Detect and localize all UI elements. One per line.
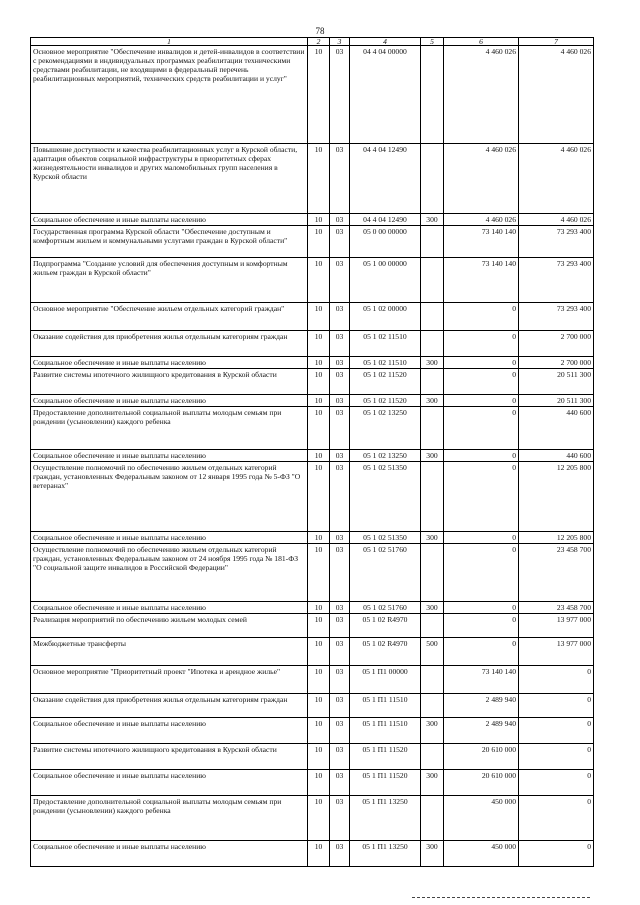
- target-article-cell: 05 1 П1 13250: [350, 841, 421, 867]
- target-article-cell: 04 4 04 00000: [350, 46, 421, 144]
- table-row: [31, 46, 594, 144]
- amount-year1-cell: 0: [444, 331, 519, 357]
- target-article-cell: 05 1 02 11520: [350, 369, 421, 395]
- target-article-cell: 05 1 02 51350: [350, 532, 421, 544]
- section-code-cell: 10: [308, 638, 330, 666]
- amount-year2-cell: 0: [519, 744, 594, 770]
- amount-year1-cell: 2 489 940: [444, 718, 519, 744]
- section-code-cell: 10: [308, 770, 330, 796]
- table-row: [31, 214, 594, 226]
- expense-type-cell: [421, 744, 444, 770]
- expense-type-cell: [421, 544, 444, 602]
- amount-year1-cell: 2 489 940: [444, 694, 519, 718]
- subsection-code-cell: 03: [330, 744, 350, 770]
- expense-type-cell: [421, 144, 444, 214]
- row-name-cell: Социальное обеспечение и иные выплаты населению: [31, 214, 308, 226]
- amount-year2-cell: 20 511 300: [519, 395, 594, 407]
- table-row: [31, 450, 594, 462]
- expense-type-cell: [421, 666, 444, 694]
- expense-type-cell: [421, 462, 444, 532]
- subsection-code-cell: 03: [330, 303, 350, 331]
- subsection-code-cell: 03: [330, 46, 350, 144]
- row-name-cell: Повышение доступности и качества реабилитационных услуг в Курской области, адаптация объектов социальной инфраструктуры в приоритетных сферах жизнедеятельности инвалидов и других маломобильных групп населения в Курской области: [31, 144, 308, 214]
- amount-year2-cell: 440 600: [519, 450, 594, 462]
- header-cell: 1: [31, 38, 308, 46]
- row-name-cell: Реализация мероприятий по обеспечению жильем молодых семей: [31, 614, 308, 638]
- row-name-cell: Предоставление дополнительной социальной выплаты молодым семьям при рождении (усыновлении) каждого ребенка: [31, 407, 308, 450]
- expense-type-cell: 300: [421, 718, 444, 744]
- table-row: [31, 357, 594, 369]
- amount-year2-cell: 73 293 400: [519, 303, 594, 331]
- header-cell: 3: [330, 38, 350, 46]
- row-name-cell: Предоставление дополнительной социальной выплаты молодым семьям при рождении (усыновлении) каждого ребенка: [31, 796, 308, 841]
- row-name-cell: Осуществление полномочий по обеспечению жильем отдельных категорий граждан, установленных Федеральным законом от 12 января 1995 года № 5-ФЗ "О ветеранах": [31, 462, 308, 532]
- amount-year1-cell: 450 000: [444, 796, 519, 841]
- target-article-cell: 05 0 00 00000: [350, 226, 421, 258]
- subsection-code-cell: 03: [330, 841, 350, 867]
- subsection-code-cell: 03: [330, 718, 350, 744]
- row-name-cell: Развитие системы ипотечного жилищного кредитования в Курской области: [31, 369, 308, 395]
- amount-year1-cell: 73 140 140: [444, 226, 519, 258]
- amount-year1-cell: 0: [444, 303, 519, 331]
- target-article-cell: 04 4 04 12490: [350, 214, 421, 226]
- section-code-cell: 10: [308, 407, 330, 450]
- amount-year1-cell: 0: [444, 450, 519, 462]
- row-name-cell: Социальное обеспечение и иные выплаты населению: [31, 602, 308, 614]
- row-name-cell: Социальное обеспечение и иные выплаты населению: [31, 357, 308, 369]
- expense-type-cell: [421, 331, 444, 357]
- expense-type-cell: 300: [421, 395, 444, 407]
- amount-year2-cell: 13 977 000: [519, 614, 594, 638]
- amount-year2-cell: 0: [519, 770, 594, 796]
- expense-type-cell: 300: [421, 532, 444, 544]
- expense-type-cell: 300: [421, 214, 444, 226]
- footer-rule: [412, 897, 590, 898]
- target-article-cell: 05 1 02 00000: [350, 303, 421, 331]
- table-row: [31, 369, 594, 395]
- table-row: [31, 694, 594, 718]
- expense-type-cell: [421, 614, 444, 638]
- expense-type-cell: [421, 226, 444, 258]
- expense-type-cell: [421, 796, 444, 841]
- target-article-cell: 05 1 П1 00000: [350, 666, 421, 694]
- expense-type-cell: [421, 369, 444, 395]
- section-code-cell: 10: [308, 357, 330, 369]
- subsection-code-cell: 03: [330, 532, 350, 544]
- amount-year2-cell: 73 293 400: [519, 226, 594, 258]
- row-name-cell: Осуществление полномочий по обеспечению жильем отдельных категорий граждан, установленных Федеральным законом от 24 ноября 1995 года № 181-ФЗ "О социальной защите инвалидов в Российской Федерации": [31, 544, 308, 602]
- amount-year2-cell: 2 700 000: [519, 331, 594, 357]
- section-code-cell: 10: [308, 841, 330, 867]
- amount-year1-cell: 4 460 026: [444, 214, 519, 226]
- expense-type-cell: 300: [421, 450, 444, 462]
- expense-type-cell: 500: [421, 638, 444, 666]
- amount-year1-cell: 0: [444, 407, 519, 450]
- section-code-cell: 10: [308, 718, 330, 744]
- expense-type-cell: [421, 46, 444, 144]
- target-article-cell: 05 1 П1 11510: [350, 718, 421, 744]
- row-name-cell: Социальное обеспечение и иные выплаты населению: [31, 395, 308, 407]
- header-cell: 4: [350, 38, 421, 46]
- table-row: [31, 144, 594, 214]
- subsection-code-cell: 03: [330, 638, 350, 666]
- subsection-code-cell: 03: [330, 258, 350, 303]
- amount-year2-cell: 23 458 700: [519, 602, 594, 614]
- target-article-cell: 05 1 02 51760: [350, 544, 421, 602]
- subsection-code-cell: 03: [330, 369, 350, 395]
- table-row: [31, 407, 594, 450]
- subsection-code-cell: 03: [330, 666, 350, 694]
- row-name-cell: Развитие системы ипотечного жилищного кредитования в Курской области: [31, 744, 308, 770]
- amount-year2-cell: 0: [519, 841, 594, 867]
- target-article-cell: 05 1 П1 13250: [350, 796, 421, 841]
- amount-year1-cell: 0: [444, 369, 519, 395]
- subsection-code-cell: 03: [330, 357, 350, 369]
- table-row: [31, 532, 594, 544]
- amount-year2-cell: 440 600: [519, 407, 594, 450]
- row-name-cell: Социальное обеспечение и иные выплаты населению: [31, 841, 308, 867]
- target-article-cell: 05 1 П1 11510: [350, 694, 421, 718]
- amount-year1-cell: 450 000: [444, 841, 519, 867]
- row-name-cell: Социальное обеспечение и иные выплаты населению: [31, 450, 308, 462]
- target-article-cell: 05 1 П1 11520: [350, 770, 421, 796]
- target-article-cell: 05 1 02 11510: [350, 331, 421, 357]
- table-row: [31, 544, 594, 602]
- table-row: [31, 462, 594, 532]
- subsection-code-cell: 03: [330, 450, 350, 462]
- table-row: [31, 638, 594, 666]
- subsection-code-cell: 03: [330, 694, 350, 718]
- section-code-cell: 10: [308, 303, 330, 331]
- amount-year1-cell: 4 460 026: [444, 144, 519, 214]
- section-code-cell: 10: [308, 694, 330, 718]
- header-cell: 6: [444, 38, 519, 46]
- target-article-cell: 05 1 02 13250: [350, 450, 421, 462]
- subsection-code-cell: 03: [330, 407, 350, 450]
- amount-year2-cell: 0: [519, 666, 594, 694]
- row-name-cell: Государственная программа Курской области "Обеспечение доступным и комфортным жильем и коммунальными услугами граждан в Курской области": [31, 226, 308, 258]
- row-name-cell: Основное мероприятие "Приоритетный проект "Ипотека и арендное жилье": [31, 666, 308, 694]
- section-code-cell: 10: [308, 369, 330, 395]
- table-row: [31, 744, 594, 770]
- subsection-code-cell: 03: [330, 544, 350, 602]
- row-name-cell: Социальное обеспечение и иные выплаты населению: [31, 718, 308, 744]
- section-code-cell: 10: [308, 614, 330, 638]
- target-article-cell: 05 1 02 51350: [350, 462, 421, 532]
- target-article-cell: 05 1 02 R4970: [350, 614, 421, 638]
- page-number: 78: [315, 26, 325, 36]
- amount-year2-cell: 4 460 026: [519, 144, 594, 214]
- section-code-cell: 10: [308, 46, 330, 144]
- expense-type-cell: [421, 407, 444, 450]
- section-code-cell: 10: [308, 395, 330, 407]
- row-name-cell: Оказание содействия для приобретения жилья отдельным категориям граждан: [31, 694, 308, 718]
- amount-year2-cell: 0: [519, 796, 594, 841]
- expense-type-cell: [421, 694, 444, 718]
- amount-year1-cell: 0: [444, 602, 519, 614]
- section-code-cell: 10: [308, 258, 330, 303]
- section-code-cell: 10: [308, 744, 330, 770]
- section-code-cell: 10: [308, 144, 330, 214]
- table-row: [31, 331, 594, 357]
- subsection-code-cell: 03: [330, 770, 350, 796]
- subsection-code-cell: 03: [330, 331, 350, 357]
- amount-year2-cell: 2 700 000: [519, 357, 594, 369]
- table-row: [31, 602, 594, 614]
- target-article-cell: 05 1 П1 11520: [350, 744, 421, 770]
- row-name-cell: Социальное обеспечение и иные выплаты населению: [31, 532, 308, 544]
- amount-year2-cell: 0: [519, 694, 594, 718]
- section-code-cell: 10: [308, 666, 330, 694]
- expense-type-cell: [421, 258, 444, 303]
- amount-year1-cell: 73 140 140: [444, 258, 519, 303]
- amount-year1-cell: 0: [444, 544, 519, 602]
- amount-year2-cell: 0: [519, 718, 594, 744]
- amount-year2-cell: 73 293 400: [519, 258, 594, 303]
- row-name-cell: Основное мероприятие "Обеспечение жильем отдельных категорий граждан": [31, 303, 308, 331]
- header-row: [31, 38, 594, 46]
- subsection-code-cell: 03: [330, 602, 350, 614]
- amount-year1-cell: 4 460 026: [444, 46, 519, 144]
- amount-year2-cell: 23 458 700: [519, 544, 594, 602]
- target-article-cell: 05 1 00 00000: [350, 258, 421, 303]
- table-row: [31, 796, 594, 841]
- subsection-code-cell: 03: [330, 226, 350, 258]
- section-code-cell: 10: [308, 226, 330, 258]
- budget-table: [30, 37, 594, 867]
- target-article-cell: 05 1 02 13250: [350, 407, 421, 450]
- section-code-cell: 10: [308, 796, 330, 841]
- section-code-cell: 10: [308, 214, 330, 226]
- amount-year2-cell: 20 511 300: [519, 369, 594, 395]
- table-row: [31, 258, 594, 303]
- subsection-code-cell: 03: [330, 462, 350, 532]
- section-code-cell: 10: [308, 544, 330, 602]
- amount-year2-cell: 12 205 800: [519, 532, 594, 544]
- table-row: [31, 841, 594, 867]
- header-cell: 7: [519, 38, 594, 46]
- amount-year1-cell: 0: [444, 638, 519, 666]
- expense-type-cell: 300: [421, 357, 444, 369]
- amount-year1-cell: 20 610 000: [444, 770, 519, 796]
- table-row: [31, 226, 594, 258]
- amount-year2-cell: 4 460 026: [519, 214, 594, 226]
- amount-year2-cell: 13 977 000: [519, 638, 594, 666]
- target-article-cell: 05 1 02 R4970: [350, 638, 421, 666]
- header-cell: 2: [308, 38, 330, 46]
- section-code-cell: 10: [308, 532, 330, 544]
- table-row: [31, 770, 594, 796]
- section-code-cell: 10: [308, 331, 330, 357]
- row-name-cell: Подпрограмма "Создание условий для обеспечения доступным и комфортным жильем граждан в Курской области": [31, 258, 308, 303]
- subsection-code-cell: 03: [330, 214, 350, 226]
- table-row: [31, 395, 594, 407]
- subsection-code-cell: 03: [330, 144, 350, 214]
- amount-year2-cell: 4 460 026: [519, 46, 594, 144]
- section-code-cell: 10: [308, 462, 330, 532]
- subsection-code-cell: 03: [330, 395, 350, 407]
- subsection-code-cell: 03: [330, 614, 350, 638]
- amount-year1-cell: 0: [444, 357, 519, 369]
- row-name-cell: Социальное обеспечение и иные выплаты населению: [31, 770, 308, 796]
- amount-year1-cell: 20 610 000: [444, 744, 519, 770]
- amount-year1-cell: 0: [444, 395, 519, 407]
- target-article-cell: 05 1 02 51760: [350, 602, 421, 614]
- header-cell: 5: [421, 38, 444, 46]
- amount-year1-cell: 0: [444, 532, 519, 544]
- row-name-cell: Основное мероприятие "Обеспечение инвалидов и детей-инвалидов в соответствии с рекомендациями в индивидуальных программах реабилитации техническими средствами реабилитации, не входящими в федеральный перечень реабилитационных мероприятий, технических средств реабилитации и услуг": [31, 46, 308, 144]
- expense-type-cell: 300: [421, 841, 444, 867]
- row-name-cell: Межбюджетные трансферты: [31, 638, 308, 666]
- amount-year1-cell: 0: [444, 614, 519, 638]
- amount-year1-cell: 73 140 140: [444, 666, 519, 694]
- expense-type-cell: [421, 303, 444, 331]
- table-row: [31, 718, 594, 744]
- section-code-cell: 10: [308, 450, 330, 462]
- table-row: [31, 614, 594, 638]
- subsection-code-cell: 03: [330, 796, 350, 841]
- amount-year1-cell: 0: [444, 462, 519, 532]
- target-article-cell: 05 1 02 11510: [350, 357, 421, 369]
- section-code-cell: 10: [308, 602, 330, 614]
- table-row: [31, 666, 594, 694]
- target-article-cell: 05 1 02 11520: [350, 395, 421, 407]
- amount-year2-cell: 12 205 800: [519, 462, 594, 532]
- expense-type-cell: 300: [421, 602, 444, 614]
- expense-type-cell: 300: [421, 770, 444, 796]
- target-article-cell: 04 4 04 12490: [350, 144, 421, 214]
- table-row: [31, 303, 594, 331]
- row-name-cell: Оказание содействия для приобретения жилья отдельным категориям граждан: [31, 331, 308, 357]
